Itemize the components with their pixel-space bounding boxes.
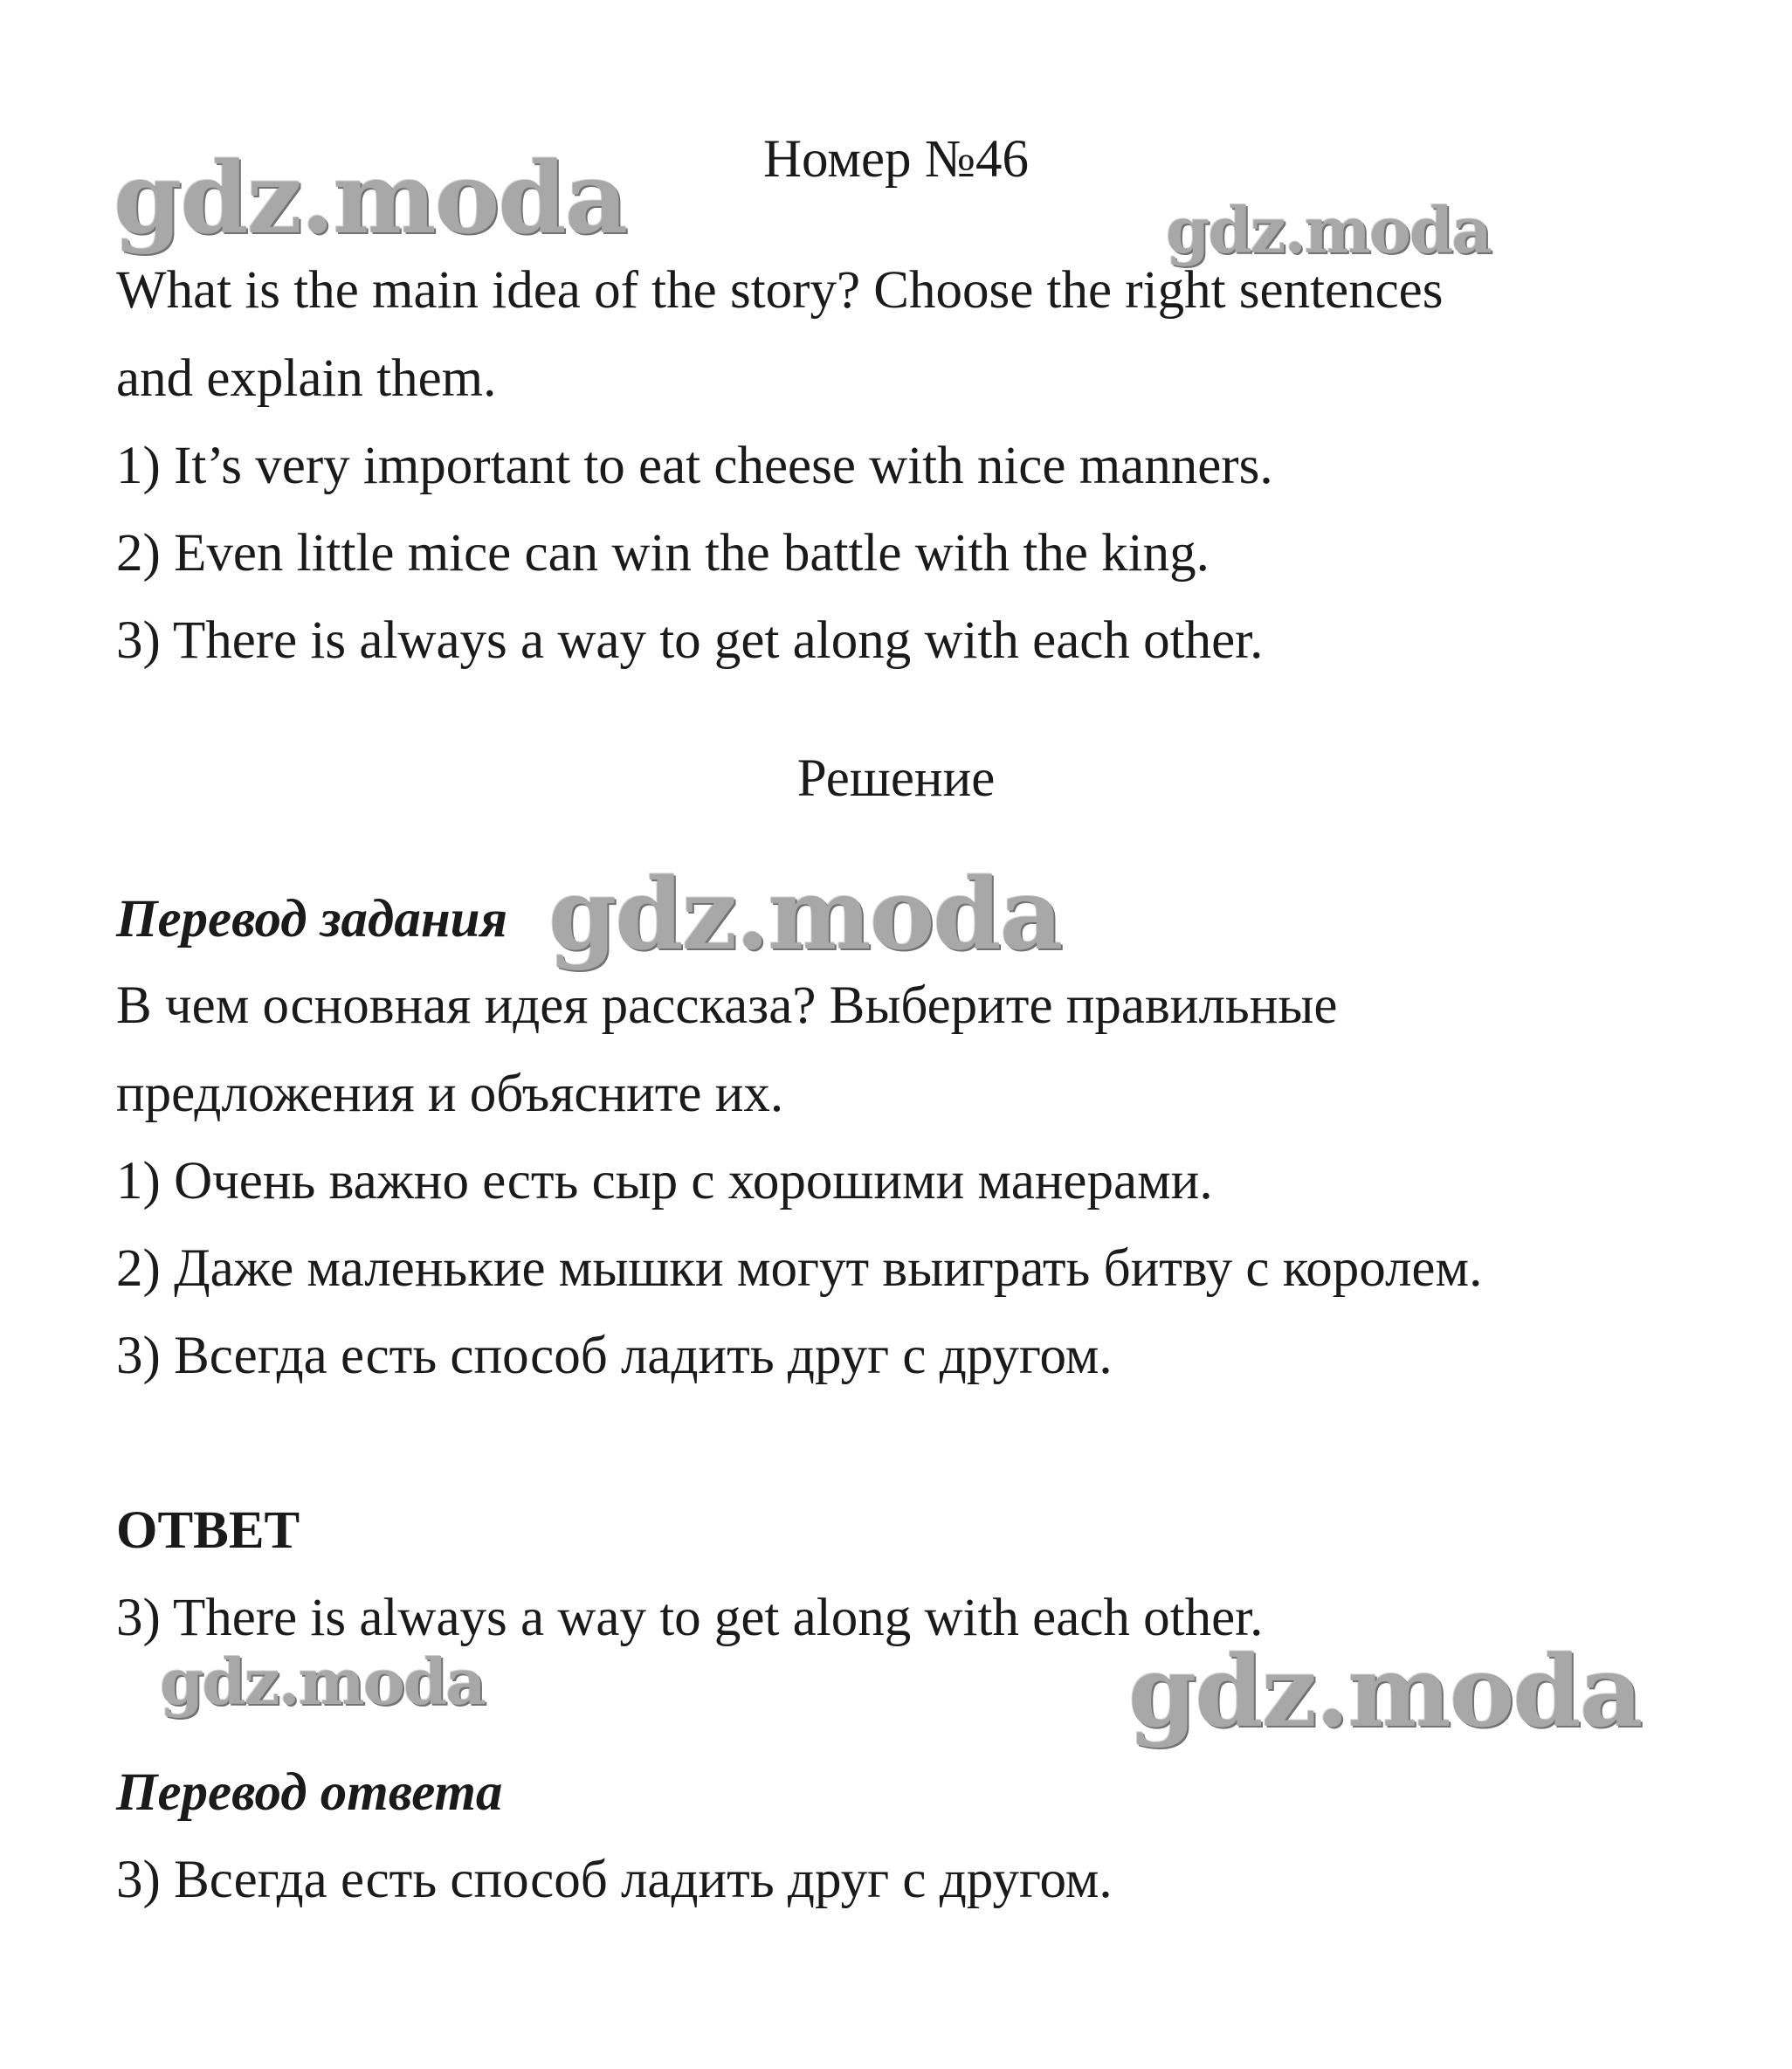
translation-heading: Перевод задания xyxy=(116,890,508,948)
page-title: Номер №46 xyxy=(762,130,1030,189)
task-option: 1) It’s very important to eat cheese with nice manners. xyxy=(116,437,1273,495)
watermark-logo: gdz.moda xyxy=(114,141,627,256)
answer-translation-heading: Перевод ответа xyxy=(116,1763,503,1822)
task-line: and explain them. xyxy=(116,349,497,408)
translation-option: 3) Всегда есть способ ладить друг с другом. xyxy=(116,1327,1113,1385)
solution-heading: Решение xyxy=(796,749,996,808)
watermark-logo: gdz.moda xyxy=(1128,1635,1642,1749)
watermark-logo: gdz.moda xyxy=(548,858,1062,972)
translation-line: В чем основная идея рассказа? Выберите правильные xyxy=(116,976,1338,1035)
watermark-logo: gdz.moda xyxy=(1166,193,1491,267)
translation-option: 1) Очень важно есть сыр с хорошими манерами. xyxy=(116,1152,1213,1210)
task-option: 2) Even little mice can win the battle with the king. xyxy=(116,524,1210,583)
task-line: What is the main idea of the story? Choose the right sentences xyxy=(116,261,1444,320)
translation-option: 2) Даже маленькие мышки могут выиграть битву с королем. xyxy=(116,1239,1483,1298)
answer-heading: ОТВЕТ xyxy=(116,1501,300,1560)
answer-text: 3) There is always a way to get along with each other. xyxy=(116,1589,1264,1647)
task-option: 3) There is always a way to get along with each other. xyxy=(116,611,1264,670)
translation-line: предложения и объясните их. xyxy=(116,1065,784,1123)
answer-translation-text: 3) Всегда есть способ ладить друг с другом. xyxy=(116,1851,1113,1909)
watermark-logo: gdz.moda xyxy=(160,1645,485,1719)
